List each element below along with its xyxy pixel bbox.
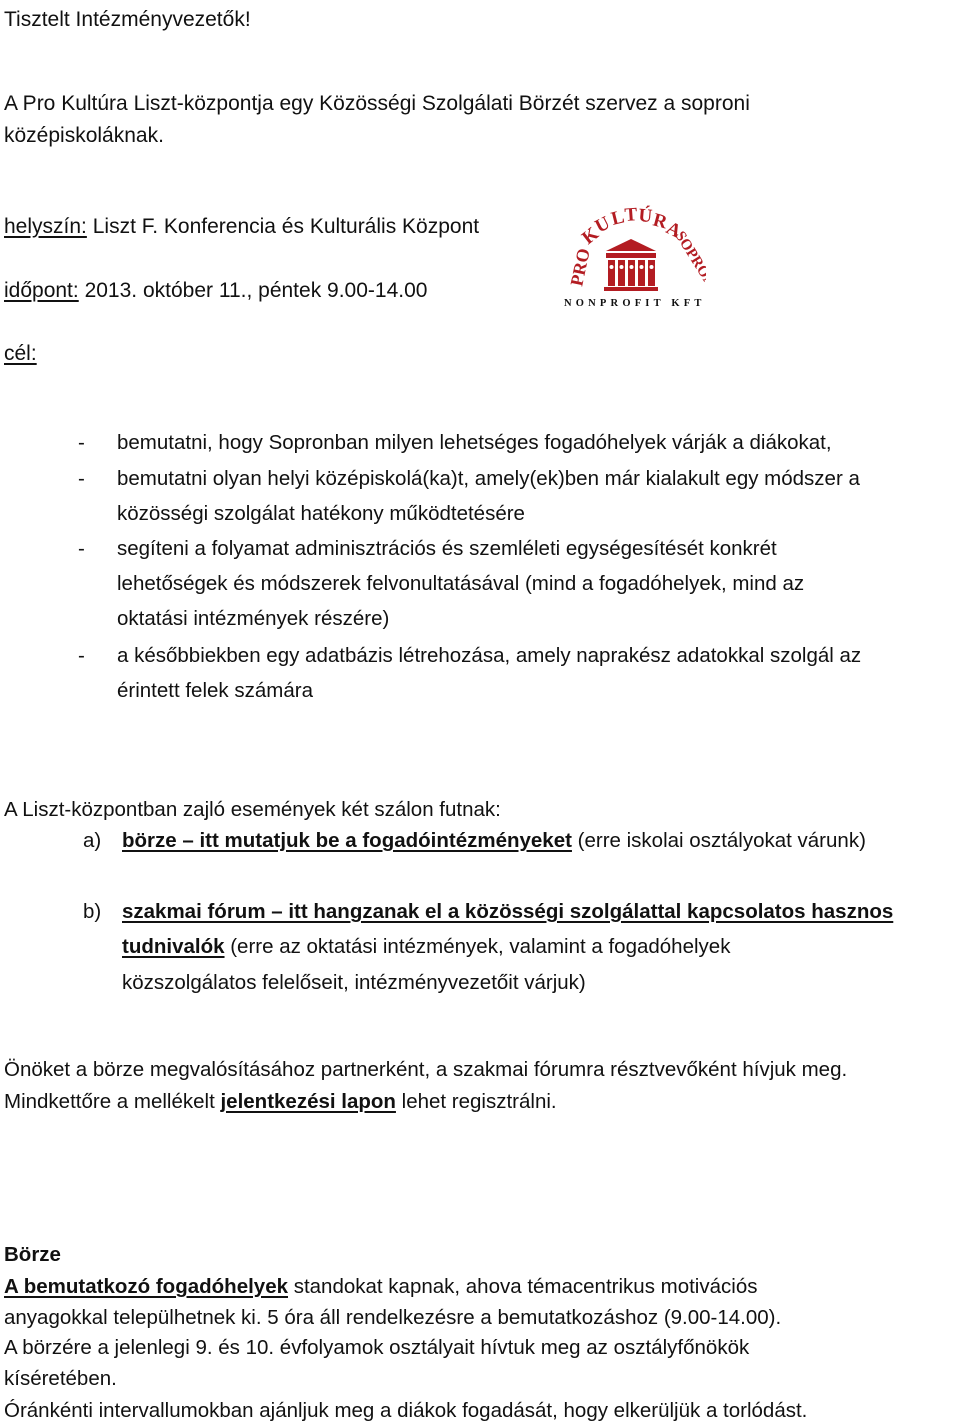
logo-kultura-r: R	[650, 209, 670, 234]
borze-hosts-link: A bemutatkozó fogadóhelyek	[4, 1275, 288, 1298]
registration-form-link[interactable]: jelentkezési lapon	[220, 1090, 396, 1113]
time-label: időpont:	[4, 279, 79, 302]
invitation-line-2	[4, 1085, 557, 1119]
invitation-text: Mindkettőre a mellékelt	[4, 1090, 221, 1113]
list-item-text: segíteni a folyamat adminisztrációs és szemléleti egységesítését konkrét	[117, 537, 777, 560]
goal-label: cél:	[4, 342, 37, 365]
threads-intro: A Liszt-központban zajló események két szálon futnak:	[4, 798, 501, 821]
list-item-text: a későbbiekben egy adatbázis létrehozása, amely naprakész adatokkal szolgál az	[117, 644, 862, 667]
list-item-text: oktatási intézmények részére)	[117, 607, 390, 630]
thread-a-marker: a)	[83, 829, 102, 852]
borze-paragraph-line-3: A börzére a jelenlegi 9. és 10. évfolyamok osztályait hívtuk meg az osztályfőnökök	[4, 1336, 750, 1359]
list-dash: -	[78, 537, 85, 560]
list-item-text: bemutatni, hogy Sopronban milyen lehetséges fogadóhelyek várják a diákokat,	[117, 431, 832, 454]
borze-paragraph-line-2: anyagokkal települhetnek ki. 5 óra áll rendelkezésre a bemutatkozáshoz (9.00-14.00).	[4, 1306, 782, 1329]
borze-paragraph-line-4: kíséretében.	[4, 1367, 117, 1390]
thread-b-title-part-1: szakmai fórum – itt hangzanak el a közösségi szolgálattal kapcsolatos hasznos	[122, 900, 894, 923]
logo-kultura-t: T	[623, 205, 639, 226]
logo-kultura-u2: Ú	[637, 205, 654, 228]
goal-row	[4, 341, 37, 367]
intro-line-1: A Pro Kultúra Liszt-központja egy Közösségi Szolgálati Börzét szervez a soproni	[4, 92, 750, 115]
logo-subtitle: NONPROFIT KFT	[564, 298, 706, 309]
pro-kultura-logo	[556, 205, 706, 313]
location-row	[4, 214, 479, 240]
list-dash: -	[78, 431, 85, 454]
time-row	[4, 278, 427, 304]
greeting: Tisztelt Intézményvezetők!	[4, 8, 251, 31]
invitation-text-end: lehet regisztrálni.	[395, 1090, 557, 1113]
logo-building-icon	[604, 239, 658, 291]
location-label: helyszín:	[4, 215, 87, 238]
thread-a-text	[122, 824, 866, 858]
logo-kultura-l: L	[609, 206, 627, 230]
time-value: 2013. október 11., péntek 9.00-14.00	[84, 279, 428, 302]
list-item-text: bemutatni olyan helyi középiskolá(ka)t, amely(ek)ben már kialakult egy módszer a	[117, 467, 860, 490]
thread-a-title: börze – itt mutatjuk be a fogadóintézményeket	[122, 829, 572, 852]
thread-b-marker: b)	[83, 900, 102, 923]
list-dash: -	[78, 467, 85, 490]
intro-line-2: középiskoláknak.	[4, 124, 164, 147]
pro-kultura-logo-svg	[556, 205, 706, 313]
logo-kultura-a: A	[662, 217, 685, 243]
list-item-text: lehetőségek és módszerek felvonultatásával (mind a fogadóhelyek, mind az	[117, 572, 805, 595]
logo-kultura-u: U	[591, 212, 614, 238]
thread-a-note: (erre iskolai osztályokat várunk)	[571, 829, 866, 852]
thread-b-line-2	[122, 930, 730, 964]
logo-pro-text: PRO	[566, 246, 594, 288]
borze-p1-rest: standokat kapnak, ahova témacentrikus motivációs	[288, 1275, 758, 1298]
thread-b-title-part-2: tudnivalók	[122, 935, 225, 958]
thread-b-note-1: (erre az oktatási intézmények, valamint a fogadóhelyek	[224, 935, 731, 958]
borze-paragraph-line-5: Óránkénti intervallumokban ajánljuk meg a diákok fogadását, hogy elkerüljük a torlódást.	[4, 1399, 808, 1422]
borze-heading: Börze	[4, 1243, 61, 1266]
logo-sopron-text: SOPRON	[671, 228, 706, 291]
logo-kultura-k: K	[578, 223, 603, 249]
list-dash: -	[78, 644, 85, 667]
list-item-text: érintett felek számára	[117, 679, 313, 702]
list-item-text: közösségi szolgálat hatékony működtetésére	[117, 502, 525, 525]
thread-b-title-line-1	[122, 895, 893, 929]
thread-b-line-3: közszolgálatos felelőseit, intézményvezetőit várjuk)	[122, 971, 586, 994]
invitation-line-1: Önöket a börze megvalósításához partnerként, a szakmai fórumra résztvevőként hívjuk meg.	[4, 1058, 848, 1081]
borze-paragraph-line-1	[4, 1270, 757, 1304]
location-value: Liszt F. Konferencia és Kulturális Központ	[92, 215, 480, 238]
